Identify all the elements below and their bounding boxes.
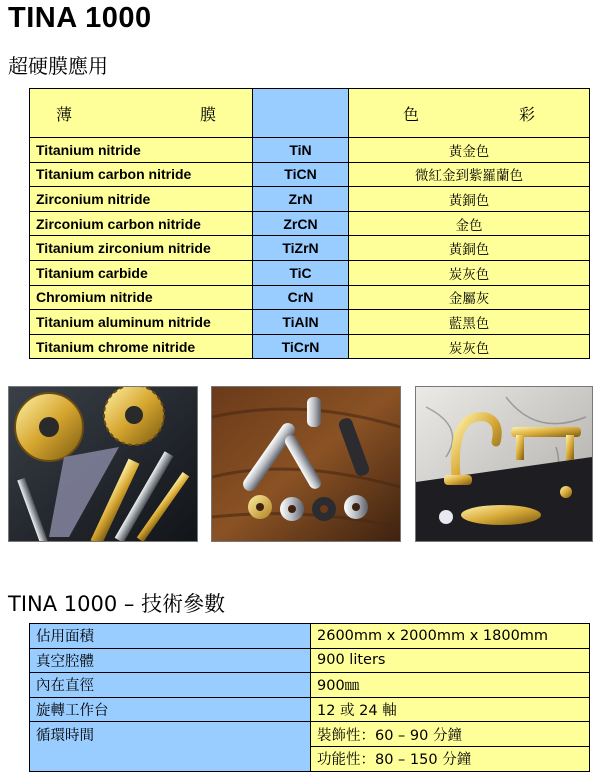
table-row [30, 285, 590, 310]
table-row [30, 138, 590, 163]
coated-bathroom-fixtures-photo [415, 386, 593, 542]
header-film [30, 89, 253, 138]
coating-color: 炭灰色 [349, 334, 590, 359]
header-symbol [253, 89, 349, 138]
param-key: 真空腔體 [30, 648, 311, 673]
coating-color: 微紅金到紫羅蘭色 [349, 162, 590, 187]
coating-symbol: TiAlN [253, 310, 349, 335]
coated-door-hardware-photo [211, 386, 401, 542]
param-value: 功能性：80 – 150 分鐘 [311, 746, 590, 771]
header-color-left: 色 [403, 104, 420, 124]
coating-name: Titanium chrome nitride [30, 334, 253, 359]
coating-symbol: TiCrN [253, 334, 349, 359]
coating-name: Titanium carbide [30, 260, 253, 285]
coating-color: 金色 [349, 211, 590, 236]
section-title-parameters: TINA 1000 – 技術參數 [8, 592, 226, 616]
coating-name: Zirconium carbon nitride [30, 211, 253, 236]
coating-symbol: TiZrN [253, 236, 349, 261]
parameters-table [29, 623, 590, 772]
table-row [30, 211, 590, 236]
header-color [349, 89, 590, 138]
header-color-right: 彩 [518, 104, 535, 124]
coating-symbol: TiN [253, 138, 349, 163]
header-film-left: 薄 [56, 106, 73, 124]
table-row [30, 236, 590, 261]
table-row [30, 260, 590, 285]
coated-cutting-tools-photo [8, 386, 198, 542]
param-key [30, 746, 311, 771]
param-value: 900 liters [311, 648, 590, 673]
coating-name: Titanium zirconium nitride [30, 236, 253, 261]
table-row [30, 187, 590, 212]
coating-color: 黃銅色 [349, 187, 590, 212]
coating-color: 炭灰色 [349, 260, 590, 285]
param-key: 內在直徑 [30, 673, 311, 698]
coating-symbol: CrN [253, 285, 349, 310]
table-row [30, 162, 590, 187]
page-title: TINA 1000 [8, 2, 152, 34]
table-row [30, 648, 590, 673]
coating-table-header [30, 89, 590, 138]
coating-color: 金屬灰 [349, 285, 590, 310]
table-row [30, 746, 590, 771]
coating-color: 藍黑色 [349, 310, 590, 335]
header-film-right: 膜 [199, 106, 216, 124]
table-row [30, 334, 590, 359]
coating-symbol: TiCN [253, 162, 349, 187]
coating-symbol: ZrCN [253, 211, 349, 236]
param-key: 旋轉工作台 [30, 697, 311, 722]
coating-color: 黃金色 [349, 138, 590, 163]
coating-name: Titanium nitride [30, 138, 253, 163]
table-row [30, 722, 590, 747]
param-key: 循環時間 [30, 722, 311, 747]
coating-symbol: TiC [253, 260, 349, 285]
section-title-applications: 超硬膜應用 [8, 54, 108, 78]
coating-symbol: ZrN [253, 187, 349, 212]
param-value: 900㎜ [311, 673, 590, 698]
coating-color: 黃銅色 [349, 236, 590, 261]
param-value: 12 或 24 軸 [311, 697, 590, 722]
coating-name: Zirconium nitride [30, 187, 253, 212]
param-value: 2600mm x 2000mm x 1800mm [311, 624, 590, 649]
table-row [30, 624, 590, 649]
coating-name: Titanium carbon nitride [30, 162, 253, 187]
param-value: 裝飾性：60 – 90 分鐘 [311, 722, 590, 747]
table-row [30, 673, 590, 698]
coating-name: Titanium aluminum nitride [30, 310, 253, 335]
param-key: 佔用面積 [30, 624, 311, 649]
table-row [30, 697, 590, 722]
coating-table [29, 88, 590, 359]
coating-name: Chromium nitride [30, 285, 253, 310]
table-row [30, 310, 590, 335]
